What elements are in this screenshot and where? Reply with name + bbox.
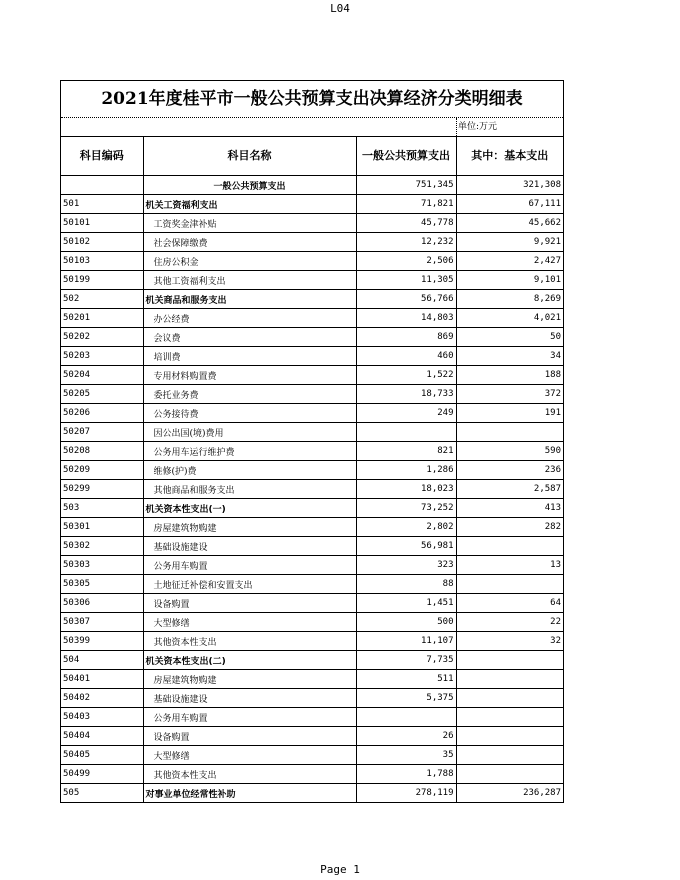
row-total: 11,107 xyxy=(356,632,456,651)
row-total: 1,451 xyxy=(356,594,456,613)
row-total: 460 xyxy=(356,347,456,366)
row-name: 公务接待费 xyxy=(143,404,356,423)
table-row xyxy=(61,727,563,746)
row-basic xyxy=(456,670,563,689)
row-name: 机关商品和服务支出 xyxy=(143,290,356,309)
row-name: 培训费 xyxy=(143,347,356,366)
row-total: 323 xyxy=(356,556,456,575)
row-total: 511 xyxy=(356,670,456,689)
row-code: 50403 xyxy=(61,708,143,727)
table-row xyxy=(61,442,563,461)
row-basic: 50 xyxy=(456,328,563,347)
row-total: 500 xyxy=(356,613,456,632)
row-name: 基础设施建设 xyxy=(143,689,356,708)
row-name: 其他商品和服务支出 xyxy=(143,480,356,499)
row-name: 公务用车运行维护费 xyxy=(143,442,356,461)
table-row xyxy=(61,252,563,271)
table-row xyxy=(61,195,563,214)
row-basic xyxy=(456,651,563,670)
row-total: 821 xyxy=(356,442,456,461)
row-code: 501 xyxy=(61,195,143,214)
row-total: 249 xyxy=(356,404,456,423)
row-basic: 282 xyxy=(456,518,563,537)
row-basic: 590 xyxy=(456,442,563,461)
row-basic: 191 xyxy=(456,404,563,423)
table-row xyxy=(61,366,563,385)
row-name: 委托业务费 xyxy=(143,385,356,404)
row-code: 50402 xyxy=(61,689,143,708)
row-basic xyxy=(456,575,563,594)
row-code: 50302 xyxy=(61,537,143,556)
row-total xyxy=(356,423,456,442)
total-name: 一般公共预算支出 xyxy=(143,176,356,195)
unit-blank xyxy=(61,118,457,136)
row-code: 50306 xyxy=(61,594,143,613)
row-code: 50207 xyxy=(61,423,143,442)
row-code: 50201 xyxy=(61,309,143,328)
row-name: 办公经费 xyxy=(143,309,356,328)
table-row xyxy=(61,214,563,233)
row-name: 其他资本性支出 xyxy=(143,765,356,784)
row-basic: 32 xyxy=(456,632,563,651)
row-name: 公务用车购置 xyxy=(143,708,356,727)
table-row xyxy=(61,347,563,366)
table-row xyxy=(61,518,563,537)
table-row xyxy=(61,765,563,784)
table-row xyxy=(61,328,563,347)
row-total: 1,788 xyxy=(356,765,456,784)
row-total: 12,232 xyxy=(356,233,456,252)
col-header-code: 科目编码 xyxy=(61,137,143,176)
table-row xyxy=(61,556,563,575)
total-code xyxy=(61,176,143,195)
row-code: 50401 xyxy=(61,670,143,689)
col-header-name: 科目名称 xyxy=(143,137,356,176)
row-basic xyxy=(456,765,563,784)
row-code: 502 xyxy=(61,290,143,309)
row-name: 住房公积金 xyxy=(143,252,356,271)
row-total: 35 xyxy=(356,746,456,765)
row-name: 机关工资福利支出 xyxy=(143,195,356,214)
row-code: 50202 xyxy=(61,328,143,347)
row-basic xyxy=(456,746,563,765)
row-name: 基础设施建设 xyxy=(143,537,356,556)
row-name: 大型修缮 xyxy=(143,746,356,765)
table-row xyxy=(61,613,563,632)
row-basic: 4,021 xyxy=(456,309,563,328)
row-total: 1,286 xyxy=(356,461,456,480)
row-basic: 2,587 xyxy=(456,480,563,499)
row-code: 50305 xyxy=(61,575,143,594)
page-footer: Page 1 xyxy=(320,863,360,876)
table-row xyxy=(61,385,563,404)
row-code: 50208 xyxy=(61,442,143,461)
row-basic: 9,101 xyxy=(456,271,563,290)
row-name: 其他工资福利支出 xyxy=(143,271,356,290)
row-code: 50404 xyxy=(61,727,143,746)
row-name: 对事业单位经常性补助 xyxy=(143,784,356,803)
row-name: 大型修缮 xyxy=(143,613,356,632)
total-row xyxy=(61,176,563,195)
table-row xyxy=(61,689,563,708)
row-basic xyxy=(456,689,563,708)
row-basic: 64 xyxy=(456,594,563,613)
row-basic xyxy=(456,727,563,746)
table-row xyxy=(61,480,563,499)
row-basic xyxy=(456,537,563,556)
row-total: 11,305 xyxy=(356,271,456,290)
row-basic: 45,662 xyxy=(456,214,563,233)
row-total: 56,766 xyxy=(356,290,456,309)
expenditure-table xyxy=(61,137,563,803)
row-code: 50102 xyxy=(61,233,143,252)
row-total: 2,802 xyxy=(356,518,456,537)
row-code: 50209 xyxy=(61,461,143,480)
row-total: 71,821 xyxy=(356,195,456,214)
col-header-basic: 其中：基本支出 xyxy=(456,137,563,176)
row-basic: 2,427 xyxy=(456,252,563,271)
row-name: 公务用车购置 xyxy=(143,556,356,575)
total-basic: 321,308 xyxy=(456,176,563,195)
table-row xyxy=(61,651,563,670)
row-total: 73,252 xyxy=(356,499,456,518)
table-row xyxy=(61,632,563,651)
row-name: 会议费 xyxy=(143,328,356,347)
row-code: 503 xyxy=(61,499,143,518)
row-basic: 13 xyxy=(456,556,563,575)
table-row xyxy=(61,594,563,613)
row-basic: 236,287 xyxy=(456,784,563,803)
row-basic: 413 xyxy=(456,499,563,518)
row-basic: 22 xyxy=(456,613,563,632)
row-code: 50203 xyxy=(61,347,143,366)
unit-label: 单位:万元 xyxy=(458,122,498,132)
page-title: 2021年度桂平市一般公共预算支出决算经济分类明细表 xyxy=(61,81,563,118)
row-total: 2,506 xyxy=(356,252,456,271)
row-code: 50399 xyxy=(61,632,143,651)
table-row xyxy=(61,575,563,594)
row-name: 设备购置 xyxy=(143,727,356,746)
row-total: 5,375 xyxy=(356,689,456,708)
row-total: 45,778 xyxy=(356,214,456,233)
row-basic: 8,269 xyxy=(456,290,563,309)
row-name: 其他资本性支出 xyxy=(143,632,356,651)
header-row xyxy=(61,137,563,176)
row-total: 26 xyxy=(356,727,456,746)
row-code: 50101 xyxy=(61,214,143,233)
table-row xyxy=(61,499,563,518)
row-total: 88 xyxy=(356,575,456,594)
row-code: 50301 xyxy=(61,518,143,537)
budget-sheet xyxy=(60,80,564,803)
row-code: 50103 xyxy=(61,252,143,271)
table-row xyxy=(61,271,563,290)
table-row xyxy=(61,670,563,689)
row-code: 50307 xyxy=(61,613,143,632)
row-code: 504 xyxy=(61,651,143,670)
row-code: 50199 xyxy=(61,271,143,290)
row-total: 14,803 xyxy=(356,309,456,328)
table-row xyxy=(61,290,563,309)
row-name: 维修(护)费 xyxy=(143,461,356,480)
row-code: 50499 xyxy=(61,765,143,784)
table-row xyxy=(61,233,563,252)
table-row xyxy=(61,784,563,803)
row-name: 机关资本性支出(一) xyxy=(143,499,356,518)
table-row xyxy=(61,309,563,328)
row-basic: 9,921 xyxy=(456,233,563,252)
page-code: L04 xyxy=(330,2,350,15)
row-code: 50204 xyxy=(61,366,143,385)
row-name: 土地征迁补偿和安置支出 xyxy=(143,575,356,594)
row-name: 房屋建筑物购建 xyxy=(143,670,356,689)
row-code: 50205 xyxy=(61,385,143,404)
row-name: 机关资本性支出(二) xyxy=(143,651,356,670)
row-basic: 236 xyxy=(456,461,563,480)
row-name: 工资奖金津补贴 xyxy=(143,214,356,233)
total-value: 751,345 xyxy=(356,176,456,195)
row-total: 7,735 xyxy=(356,651,456,670)
col-header-total: 一般公共预算支出 xyxy=(356,137,456,176)
unit-row xyxy=(61,118,563,137)
table-row xyxy=(61,537,563,556)
row-total: 278,119 xyxy=(356,784,456,803)
row-basic xyxy=(456,423,563,442)
row-code: 50303 xyxy=(61,556,143,575)
table-row xyxy=(61,423,563,442)
row-basic: 188 xyxy=(456,366,563,385)
row-basic: 34 xyxy=(456,347,563,366)
row-basic xyxy=(456,708,563,727)
row-code: 50405 xyxy=(61,746,143,765)
table-row xyxy=(61,461,563,480)
row-basic: 372 xyxy=(456,385,563,404)
row-name: 专用材料购置费 xyxy=(143,366,356,385)
row-basic: 67,111 xyxy=(456,195,563,214)
table-row xyxy=(61,746,563,765)
row-name: 社会保障缴费 xyxy=(143,233,356,252)
row-total: 869 xyxy=(356,328,456,347)
row-name: 设备购置 xyxy=(143,594,356,613)
row-total: 18,023 xyxy=(356,480,456,499)
row-total: 1,522 xyxy=(356,366,456,385)
row-name: 因公出国(境)费用 xyxy=(143,423,356,442)
row-name: 房屋建筑物购建 xyxy=(143,518,356,537)
row-code: 50206 xyxy=(61,404,143,423)
row-total xyxy=(356,708,456,727)
table-row xyxy=(61,404,563,423)
row-code: 505 xyxy=(61,784,143,803)
row-code: 50299 xyxy=(61,480,143,499)
row-total: 18,733 xyxy=(356,385,456,404)
row-total: 56,981 xyxy=(356,537,456,556)
table-row xyxy=(61,708,563,727)
